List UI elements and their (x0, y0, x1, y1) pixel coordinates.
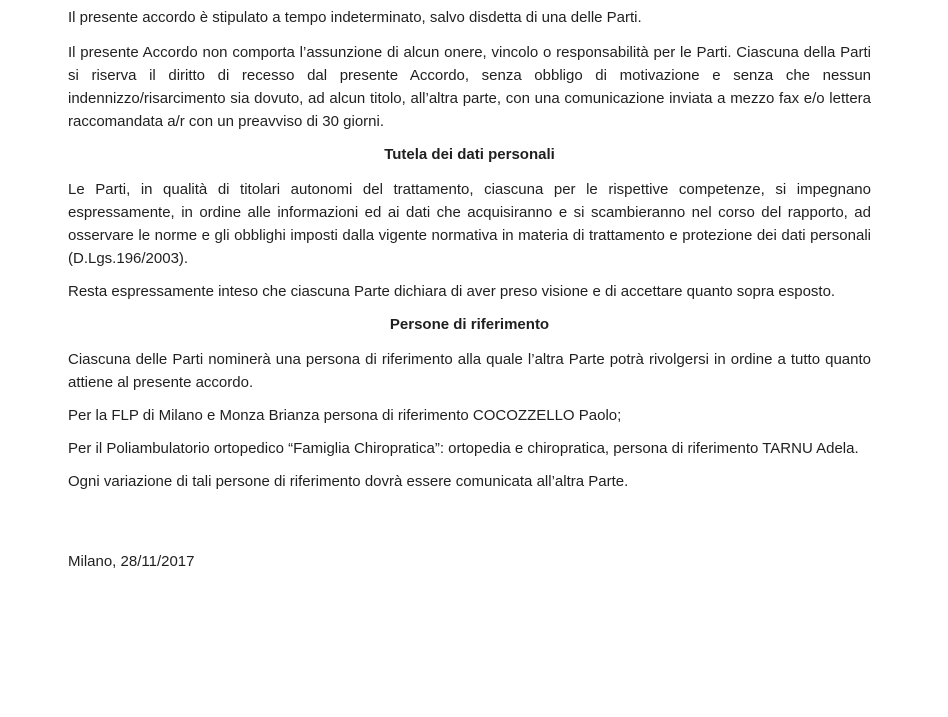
paragraph-duration: Il presente accordo è stipulato a tempo indeterminato, salvo disdetta di una delle Parti. (68, 9, 642, 26)
section-heading-privacy: Tutela dei dati personali (384, 146, 555, 163)
section-heading-contacts: Persone di riferimento (389, 316, 550, 333)
paragraph-contact-flp: Per la FLP di Milano e Monza Brianza persona di riferimento COCOZZELLO Paolo; (68, 407, 622, 424)
paragraph-data-protection: Le Parti, in qualità di titolari autonomi del trattamento, ciascuna per le rispettive competenze, si impegnano espressamente, in ordine alle informazioni ed ai dati che acquisiranno e si scambieranno nel corso del rapporto, ad osservare le norme e gli obblighi imposti dalla vigente normativa in materia di trattamento e protezione dei dati personali (D.Lgs.196/2003). (68, 181, 871, 267)
paragraph-contact-clinic: Per il Poliambulatorio ortopedico “Famiglia Chiropratica”: ortopedia e chiropratica, persona di riferimento TARNU Adela. (68, 440, 859, 457)
document-page (68, 6, 871, 573)
paragraph-obligations-withdrawal: Il presente Accordo non comporta l’assunzione di alcun onere, vincolo o responsabilità per le Parti. Ciascuna della Parti si riserva il diritto di recesso dal presente Accordo, senza obbligo di motivazione e senza che nessun indennizzo/risarcimento sia dovuto, ad alcun titolo, all’altra parte, con una comunicazione inviata a mezzo fax e/o lettera raccomandata a/r con un preavviso di 30 giorni. (68, 44, 871, 130)
place-and-date: Milano, 28/11/2017 (68, 553, 195, 570)
paragraph-contact-persons: Ciascuna delle Parti nominerà una persona di riferimento alla quale l’altra Parte potrà rivolgersi in ordine a tutto quanto attiene al presente accordo. (68, 351, 871, 391)
paragraph-acknowledgement: Resta espressamente inteso che ciascuna Parte dichiara di aver preso visione e di accettare quanto sopra esposto. (68, 283, 836, 300)
paragraph-contact-changes: Ogni variazione di tali persone di riferimento dovrà essere comunicata all’altra Parte. (68, 473, 629, 490)
